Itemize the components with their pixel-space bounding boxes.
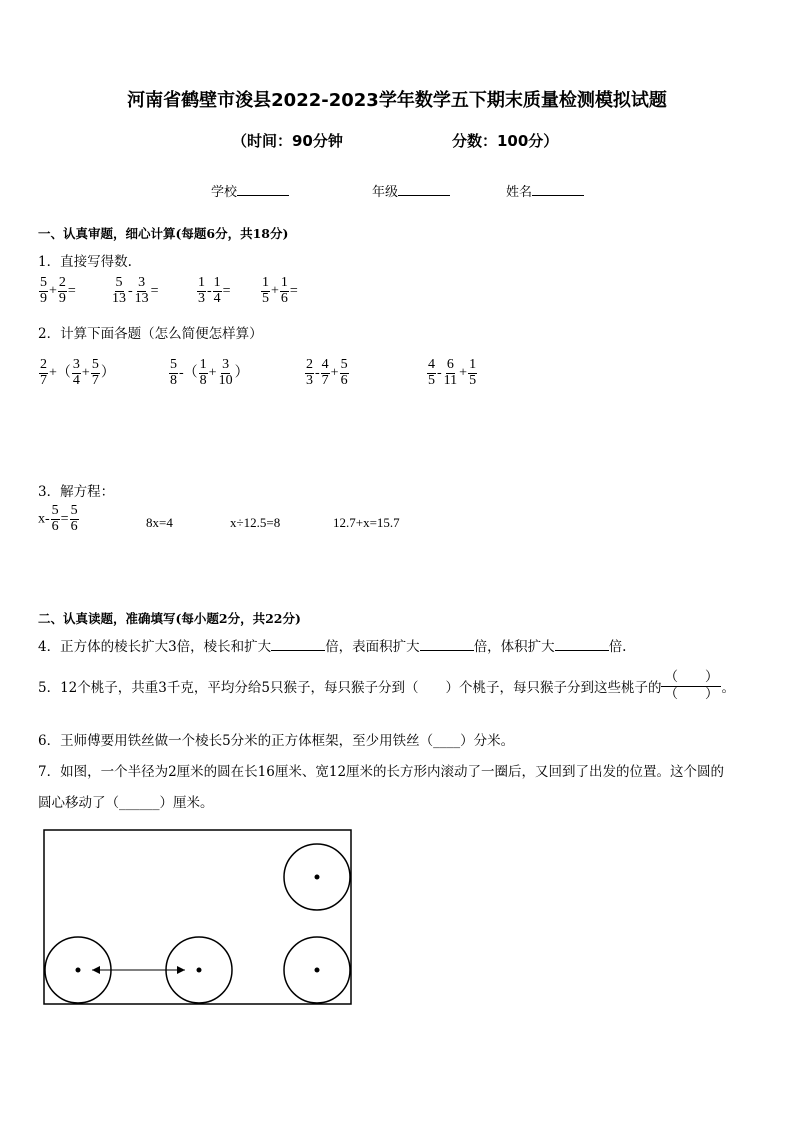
q1-expr-2: $\frac{5}{13}$ - $\frac{3}{13}$ = xyxy=(112,275,159,306)
q2-label: 2．计算下面各题（怎么简便怎样算） xyxy=(38,326,263,342)
circle-center xyxy=(76,968,81,973)
circle-center xyxy=(315,968,320,973)
fraction: $\frac{5}{13}$ xyxy=(112,275,126,306)
fraction: $\frac{2}{3}$ xyxy=(306,357,313,388)
q2-expr-3: $\frac{2}{3}$ - $\frac{4}{7}$ + $\frac{5}{6}$ xyxy=(306,357,348,388)
q4: 4．正方体的棱长扩大3倍，棱长和扩大 倍，表面积扩大 倍，体积扩大 倍. xyxy=(38,639,627,655)
q7-line1: 7．如图，一个半径为2厘米的圆在长16厘米、宽12厘米的长方形内滚动了一圈后，又回到了出发的位置。这个圆的 xyxy=(38,764,725,780)
fraction: $\frac{3}{10}$ xyxy=(218,357,233,388)
fraction: $\frac{1}{3}$ xyxy=(198,275,205,306)
fraction: $\frac{1}{8}$ xyxy=(199,357,207,388)
q1-expr-3: $\frac{1}{3}$ - $\frac{1}{4}$ = xyxy=(198,275,231,306)
fraction: $\frac{1}{5}$ xyxy=(469,357,477,388)
fraction: $\frac{1}{4}$ xyxy=(213,275,221,306)
arrow-head-right xyxy=(177,966,185,974)
rectangle xyxy=(44,830,351,1004)
exam-score: 分数：100分） xyxy=(452,132,559,150)
fraction: $\frac{2}{7}$ xyxy=(40,357,47,388)
q1-expr-1: $\frac{5}{9}$ + $\frac{2}{9}$ = xyxy=(40,275,76,306)
q3-eq-2: 8x=4 xyxy=(146,515,173,530)
fraction: $\frac{4}{7}$ xyxy=(321,357,329,388)
fraction: $\frac{5}{9}$ xyxy=(40,275,47,306)
fraction: $\frac{1}{5}$ xyxy=(262,275,269,306)
q2-expr-1: $\frac{2}{7}$ +（ $\frac{3}{4}$ + $\frac{5}{7}$ ） xyxy=(40,357,115,388)
fraction: $\frac{1}{6}$ xyxy=(280,275,288,306)
q1-label: 1．直接写得数. xyxy=(38,254,132,270)
q3-eq-1: x- $\frac{5}{6}$ = $\frac{5}{6}$ xyxy=(38,503,78,534)
answer-fraction[interactable]: $\frac{( )}{( )}$ xyxy=(661,670,721,702)
q3-eq-3: x÷12.5=8 xyxy=(230,515,281,530)
section2-heading: 二、认真读题，准确填写(每小题2分，共22分) xyxy=(38,611,301,626)
fraction: $\frac{5}{8}$ xyxy=(170,357,177,388)
q2-expr-2: $\frac{5}{8}$ -（ $\frac{1}{8}$ + $\frac{3}{10}$ ） xyxy=(170,357,249,388)
q7-line2: 圆心移动了（______）厘米。 xyxy=(38,795,214,811)
school-label: 学校 xyxy=(211,185,238,200)
fraction: $\frac{3}{4}$ xyxy=(72,357,80,388)
q6: 6．王师傅要用铁丝做一个棱长5分米的正方体框架，至少用铁丝（____）分米。 xyxy=(38,733,515,749)
fraction: $\frac{6}{11}$ xyxy=(443,357,458,388)
exam-time: （时间：90分钟 xyxy=(232,132,343,150)
page-title: 河南省鹤壁市浚县2022-2023学年数学五下期末质量检测模拟试题 xyxy=(127,90,667,111)
q5: 5．12个桃子，共重3千克，平均分给5只猴子，每只猴子分到（ ）个桃子，每只猴子分到这些桃子的 $\frac{( )}{( )}$ 。 xyxy=(38,669,735,702)
q2-expr-4: $\frac{4}{5}$ - $\frac{6}{11}$ + $\frac{1}{5}$ xyxy=(428,357,477,388)
q3-label: 3．解方程： xyxy=(38,484,115,500)
section1-heading: 一、认真审题，细心计算(每题6分，共18分) xyxy=(38,226,289,241)
circle-center xyxy=(197,968,202,973)
circle-center xyxy=(315,875,320,880)
fraction: $\frac{5}{6}$ xyxy=(340,357,348,388)
name-label: 姓名 xyxy=(506,185,533,200)
q1-expr-4: $\frac{1}{5}$ + $\frac{1}{6}$ = xyxy=(262,275,298,306)
grade-label: 年级 xyxy=(372,185,399,200)
fraction: $\frac{4}{5}$ xyxy=(428,357,435,388)
fraction: $\frac{5}{7}$ xyxy=(91,357,99,388)
arrow-head-left xyxy=(92,966,100,974)
fraction: $\frac{2}{9}$ xyxy=(58,275,66,306)
fraction: $\frac{5}{6}$ xyxy=(51,503,59,534)
fraction: $\frac{5}{6}$ xyxy=(70,503,78,534)
q3-eq-4: 12.7+x=15.7 xyxy=(333,515,400,530)
fraction: $\frac{3}{13}$ xyxy=(134,275,149,306)
